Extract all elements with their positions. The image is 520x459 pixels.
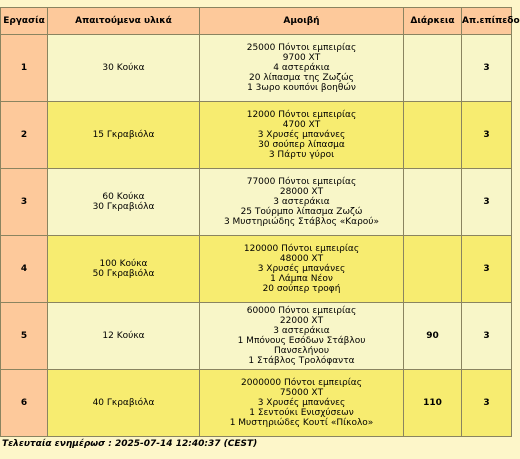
- cell-materials: [48, 102, 200, 169]
- reward-line: 4700 ΧΤ: [282, 120, 321, 130]
- reward-line: 1 Σεντούκι Ενισχύσεων: [249, 408, 354, 418]
- reward-line: 20 σούπερ τροφή: [262, 284, 341, 294]
- table-row: [1, 35, 512, 102]
- cell-task: 1: [1, 35, 48, 102]
- reward-line: 120000 Πόντοι εμπειρίας: [243, 244, 360, 254]
- header-duration: Διάρκεια: [404, 8, 462, 35]
- cell-materials: [48, 303, 200, 370]
- reward-line: 3 Χρυσές μπανάνες: [257, 130, 346, 140]
- table-row: [1, 236, 512, 303]
- material-line: 12 Κούκα: [102, 331, 145, 341]
- reward-line: 1 Λάμπα Νέον: [270, 274, 333, 284]
- cell-level: 3: [462, 236, 512, 303]
- cell-task: 6: [1, 370, 48, 437]
- reward-line: 3 Πάρτυ γύροι: [268, 150, 335, 160]
- cell-reward: [200, 169, 404, 236]
- material-line: 30 Γκραβιόλα: [92, 202, 155, 212]
- reward-line: 3 αστεράκια: [273, 197, 330, 207]
- reward-line: 3 αστεράκια: [273, 326, 330, 336]
- cell-level: 3: [462, 370, 512, 437]
- cell-level: 3: [462, 169, 512, 236]
- material-line: 100 Κούκα: [99, 259, 148, 269]
- material-line: 60 Κούκα: [102, 192, 145, 202]
- cell-reward: [200, 370, 404, 437]
- table-row: [1, 303, 512, 370]
- cell-level: 3: [462, 303, 512, 370]
- table-row: [1, 169, 512, 236]
- reward-line: 1 Μπόνους Εσόδων Στάβλου: [237, 336, 366, 346]
- material-line: 50 Γκραβιόλα: [92, 269, 155, 279]
- reward-line: 48000 ΧΤ: [279, 254, 324, 264]
- cell-task: 3: [1, 169, 48, 236]
- reward-line: 3 Χρυσές μπανάνες: [257, 398, 346, 408]
- cell-materials: [48, 35, 200, 102]
- header-level: Απ.επίπεδο: [462, 8, 512, 35]
- cell-duration: [404, 102, 462, 169]
- cell-duration: [404, 35, 462, 102]
- reward-line: 28000 ΧΤ: [279, 187, 324, 197]
- reward-line: 22000 ΧΤ: [279, 316, 324, 326]
- reward-line: 1 Μυστηριώδες Κουτί «Πίκολο»: [229, 418, 374, 428]
- table-row: [1, 370, 512, 437]
- cell-materials: [48, 236, 200, 303]
- reward-line: 3 Χρυσές μπανάνες: [257, 264, 346, 274]
- table-header-row: [1, 8, 512, 35]
- cell-reward: [200, 303, 404, 370]
- tasks-table: [0, 7, 520, 437]
- cell-level: 3: [462, 35, 512, 102]
- cell-reward: [200, 236, 404, 303]
- table-body: [1, 35, 512, 437]
- reward-line: 25 Τούρμπο λίπασμα Ζωζώ: [240, 207, 363, 217]
- reward-line: 2000000 Πόντοι εμπειρίας: [241, 378, 362, 388]
- cell-reward: [200, 35, 404, 102]
- cell-materials: [48, 370, 200, 437]
- reward-line: 20 λίπασμα της Ζωζώς: [249, 73, 354, 83]
- material-line: 40 Γκραβιόλα: [92, 398, 155, 408]
- cell-duration: [404, 169, 462, 236]
- cell-task: 5: [1, 303, 48, 370]
- reward-line: 30 σούπερ λίπασμα: [258, 140, 345, 150]
- reward-line: 1 Στάβλος Τρολόφαντα: [248, 356, 355, 366]
- cell-task: 4: [1, 236, 48, 303]
- reward-line: 25000 Πόντοι εμπειρίας: [246, 43, 357, 53]
- header-materials: Απαιτούμενα υλικά: [48, 8, 200, 35]
- reward-line: 12000 Πόντοι εμπειρίας: [246, 110, 357, 120]
- cell-duration: [404, 236, 462, 303]
- cell-materials: [48, 169, 200, 236]
- reward-line: 77000 Πόντοι εμπειρίας: [246, 177, 357, 187]
- reward-line: Πανσελήνου: [273, 346, 330, 356]
- reward-line: 3 Μυστηριώδης Στάβλος «Καρού»: [223, 217, 380, 227]
- reward-line: 4 αστεράκια: [273, 63, 330, 73]
- header-task: Εργασία: [1, 8, 48, 35]
- header-reward: Αμοιβή: [200, 8, 404, 35]
- material-line: 30 Κούκα: [102, 63, 145, 73]
- cell-reward: [200, 102, 404, 169]
- reward-line: 60000 Πόντοι εμπειρίας: [246, 306, 357, 316]
- material-line: 15 Γκραβιόλα: [92, 130, 155, 140]
- reward-line: 1 3ωρο κουπόνι βοηθών: [247, 83, 356, 93]
- cell-level: 3: [462, 102, 512, 169]
- reward-line: 9700 ΧΤ: [282, 53, 321, 63]
- cell-duration: 110: [404, 370, 462, 437]
- cell-task: 2: [1, 102, 48, 169]
- reward-line: 75000 ΧΤ: [279, 388, 324, 398]
- cell-duration: 90: [404, 303, 462, 370]
- last-updated: Τελευταία ενημέρωσ : 2025-07-14 12:40:37 (CEST): [2, 439, 258, 449]
- table-row: [1, 102, 512, 169]
